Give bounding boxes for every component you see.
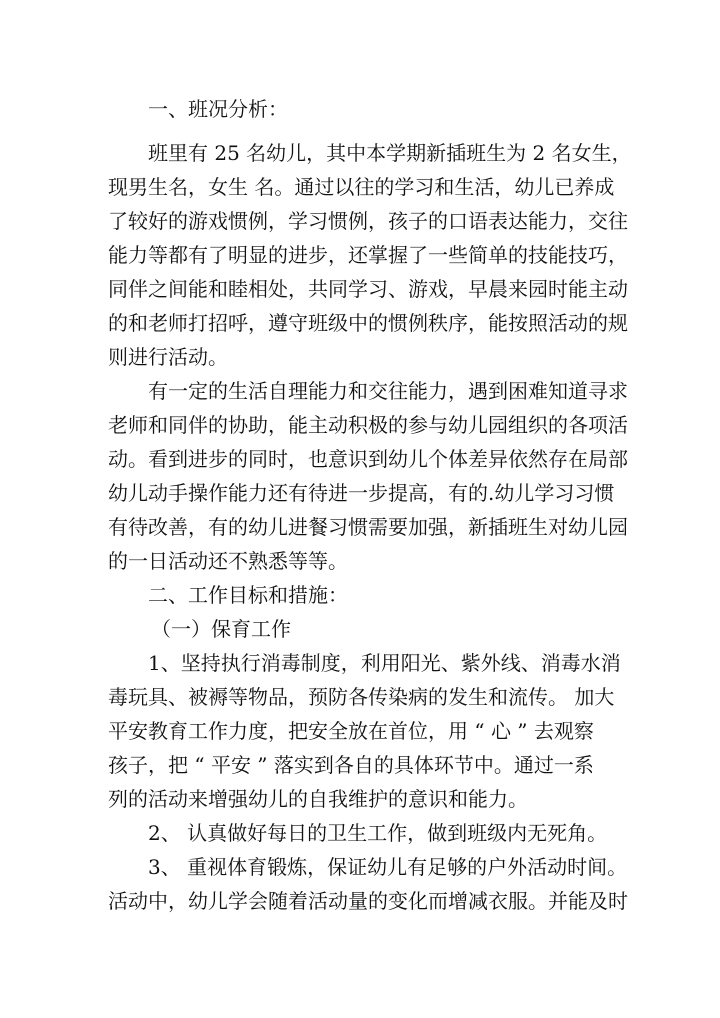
paragraph-line: 班里有 25 名幼儿，其中本学期新插班生为 2 名女生，	[148, 141, 632, 165]
paragraph-line: 现男生名，女生 名。通过以往的学习和生活，幼儿已养成	[108, 175, 615, 199]
paragraph-line: 同伴之间能和睦相处，共同学习、游戏，早晨来园时能主动	[108, 277, 628, 301]
paragraph-line: 有待改善，有的幼儿进餐习惯需要加强，新插班生对幼儿园	[108, 515, 628, 539]
paragraph-line: 1、坚持执行消毒制度，利用阳光、紫外线、消毒水消	[148, 651, 621, 675]
paragraph-line: 则进行活动。	[108, 345, 228, 369]
paragraph-line: 能力等都有了明显的进步，还掌握了一些简单的技能技巧，	[108, 243, 628, 267]
paragraph-line: 幼儿动手操作能力还有待进一步提高，有的.幼儿学习习惯	[108, 481, 615, 505]
section-heading: 一、班况分析：	[148, 97, 288, 121]
paragraph-line: 了较好的游戏惯例，学习惯例，孩子的口语表达能力，交往	[108, 209, 628, 233]
paragraph-line: 孩子，把 “ 平安 ” 落实到各自的具体环节中。通过一系	[108, 753, 594, 777]
paragraph-line: 的和老师打招呼，遵守班级中的惯例秩序，能按照活动的规	[108, 311, 628, 335]
paragraph-line: 老师和同伴的协助，能主动积极的参与幼儿园组织的各项活	[108, 413, 628, 437]
paragraph-line: 2、 认真做好每日的卫生工作，做到班级内无死角。	[148, 821, 608, 845]
paragraph-line: 列的活动来增强幼儿的自我维护的意识和能力。	[108, 787, 528, 811]
paragraph-line: 3、 重视体育锻炼，保证幼儿有足够的户外活动时间。	[148, 855, 628, 879]
paragraph-line: 动。看到进步的同时，也意识到幼儿个体差异依然存在局部	[108, 447, 628, 471]
paragraph-line: 毒玩具、被褥等物品，预防各传染病的发生和流传。 加大	[108, 685, 615, 709]
paragraph-line: 活动中，幼儿学会随着活动量的变化而增减衣服。并能及时	[108, 889, 628, 913]
section-heading: 二、工作目标和措施：	[148, 583, 348, 607]
paragraph-line: 平安教育工作力度，把安全放在首位，用 “ 心 ” 去观察	[108, 719, 594, 743]
paragraph-line: 的一日活动还不熟悉等等。	[108, 549, 348, 573]
subsection-heading: （一）保育工作	[151, 617, 291, 641]
paragraph-line: 有一定的生活自理能力和交往能力，遇到困难知道寻求	[148, 379, 628, 403]
